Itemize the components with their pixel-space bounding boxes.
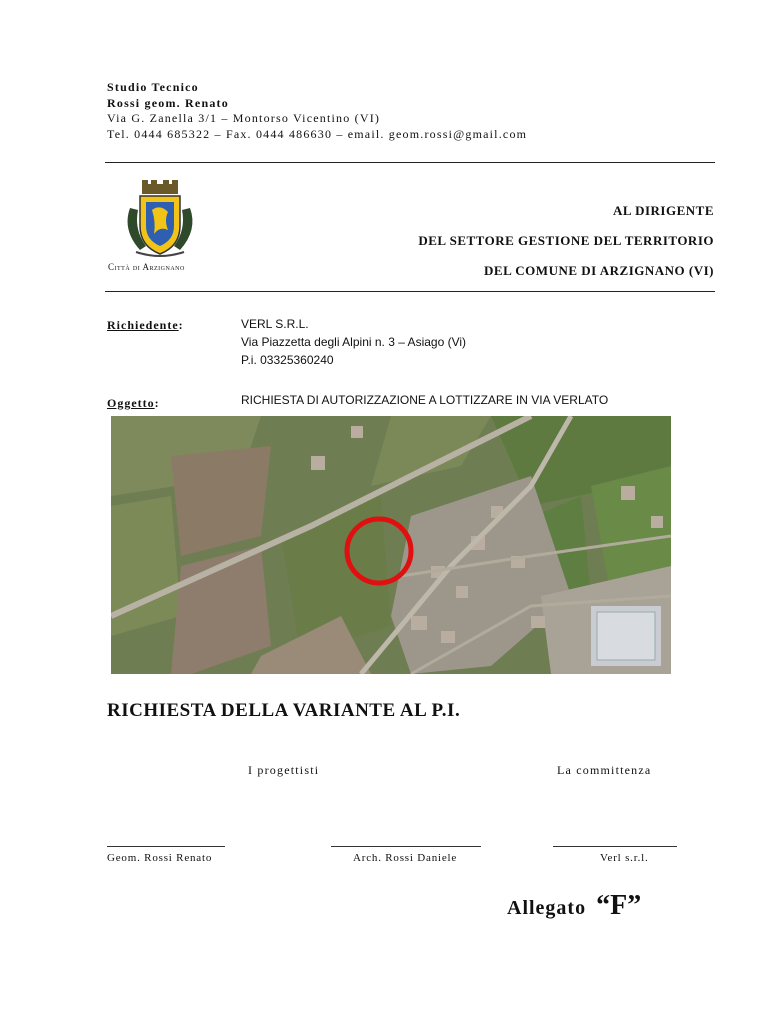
richiedente-address: Via Piazzetta degli Alpini n. 3 – Asiago (Vi) <box>241 335 467 349</box>
studio-address: Via G. Zanella 3/1 – Montorso Vicentino (VI) <box>107 111 381 125</box>
oggetto-label-row: Oggetto: <box>107 396 159 410</box>
signature-line-1 <box>107 846 225 847</box>
coat-of-arms-icon <box>118 180 202 260</box>
signature-line-3 <box>553 846 677 847</box>
studio-contacts: Tel. 0444 685322 – Fax. 0444 486630 – email. geom.rossi@gmail.com <box>107 127 528 141</box>
allegato-letter: “F” <box>596 890 642 921</box>
recipient-line-2: DEL SETTORE GESTIONE DEL TERRITORIO <box>418 233 714 248</box>
signer-name-3: Verl s.r.l. <box>600 852 649 864</box>
oggetto-label: Oggetto <box>107 396 155 410</box>
allegato-block <box>507 890 641 922</box>
aerial-map <box>111 416 671 674</box>
richiedente-label: Richiedente <box>107 318 179 332</box>
progettisti-label: I progettisti <box>248 763 320 777</box>
recipient-line-3: DEL COMUNE DI ARZIGNANO (VI) <box>484 263 714 278</box>
oggetto-text: RICHIESTA DI AUTORIZZAZIONE A LOTTIZZARE IN VIA VERLATO <box>241 393 609 407</box>
header-divider <box>105 162 715 163</box>
studio-owner: Rossi geom. Renato <box>107 96 229 110</box>
richiedente-label-row: Richiedente: <box>107 318 183 332</box>
committenza-label: La committenza <box>557 763 652 777</box>
richiedente-block <box>241 315 466 369</box>
richiedente-name: VERL S.R.L. <box>241 317 309 331</box>
recipient-line-1: AL DIRIGENTE <box>613 203 714 218</box>
studio-title: Studio Tecnico <box>107 80 199 94</box>
allegato-label: Allegato <box>507 897 587 919</box>
recipient-divider <box>105 291 715 292</box>
signer-name-2: Arch. Rossi Daniele <box>353 852 458 864</box>
richiedente-piva: P.i. 03325360240 <box>241 353 334 367</box>
page-title: RICHIESTA DELLA VARIANTE AL P.I. <box>107 700 461 721</box>
emblem-caption: Città di Arzignano <box>108 262 185 272</box>
signature-line-2 <box>331 846 481 847</box>
signer-name-1: Geom. Rossi Renato <box>107 852 213 864</box>
